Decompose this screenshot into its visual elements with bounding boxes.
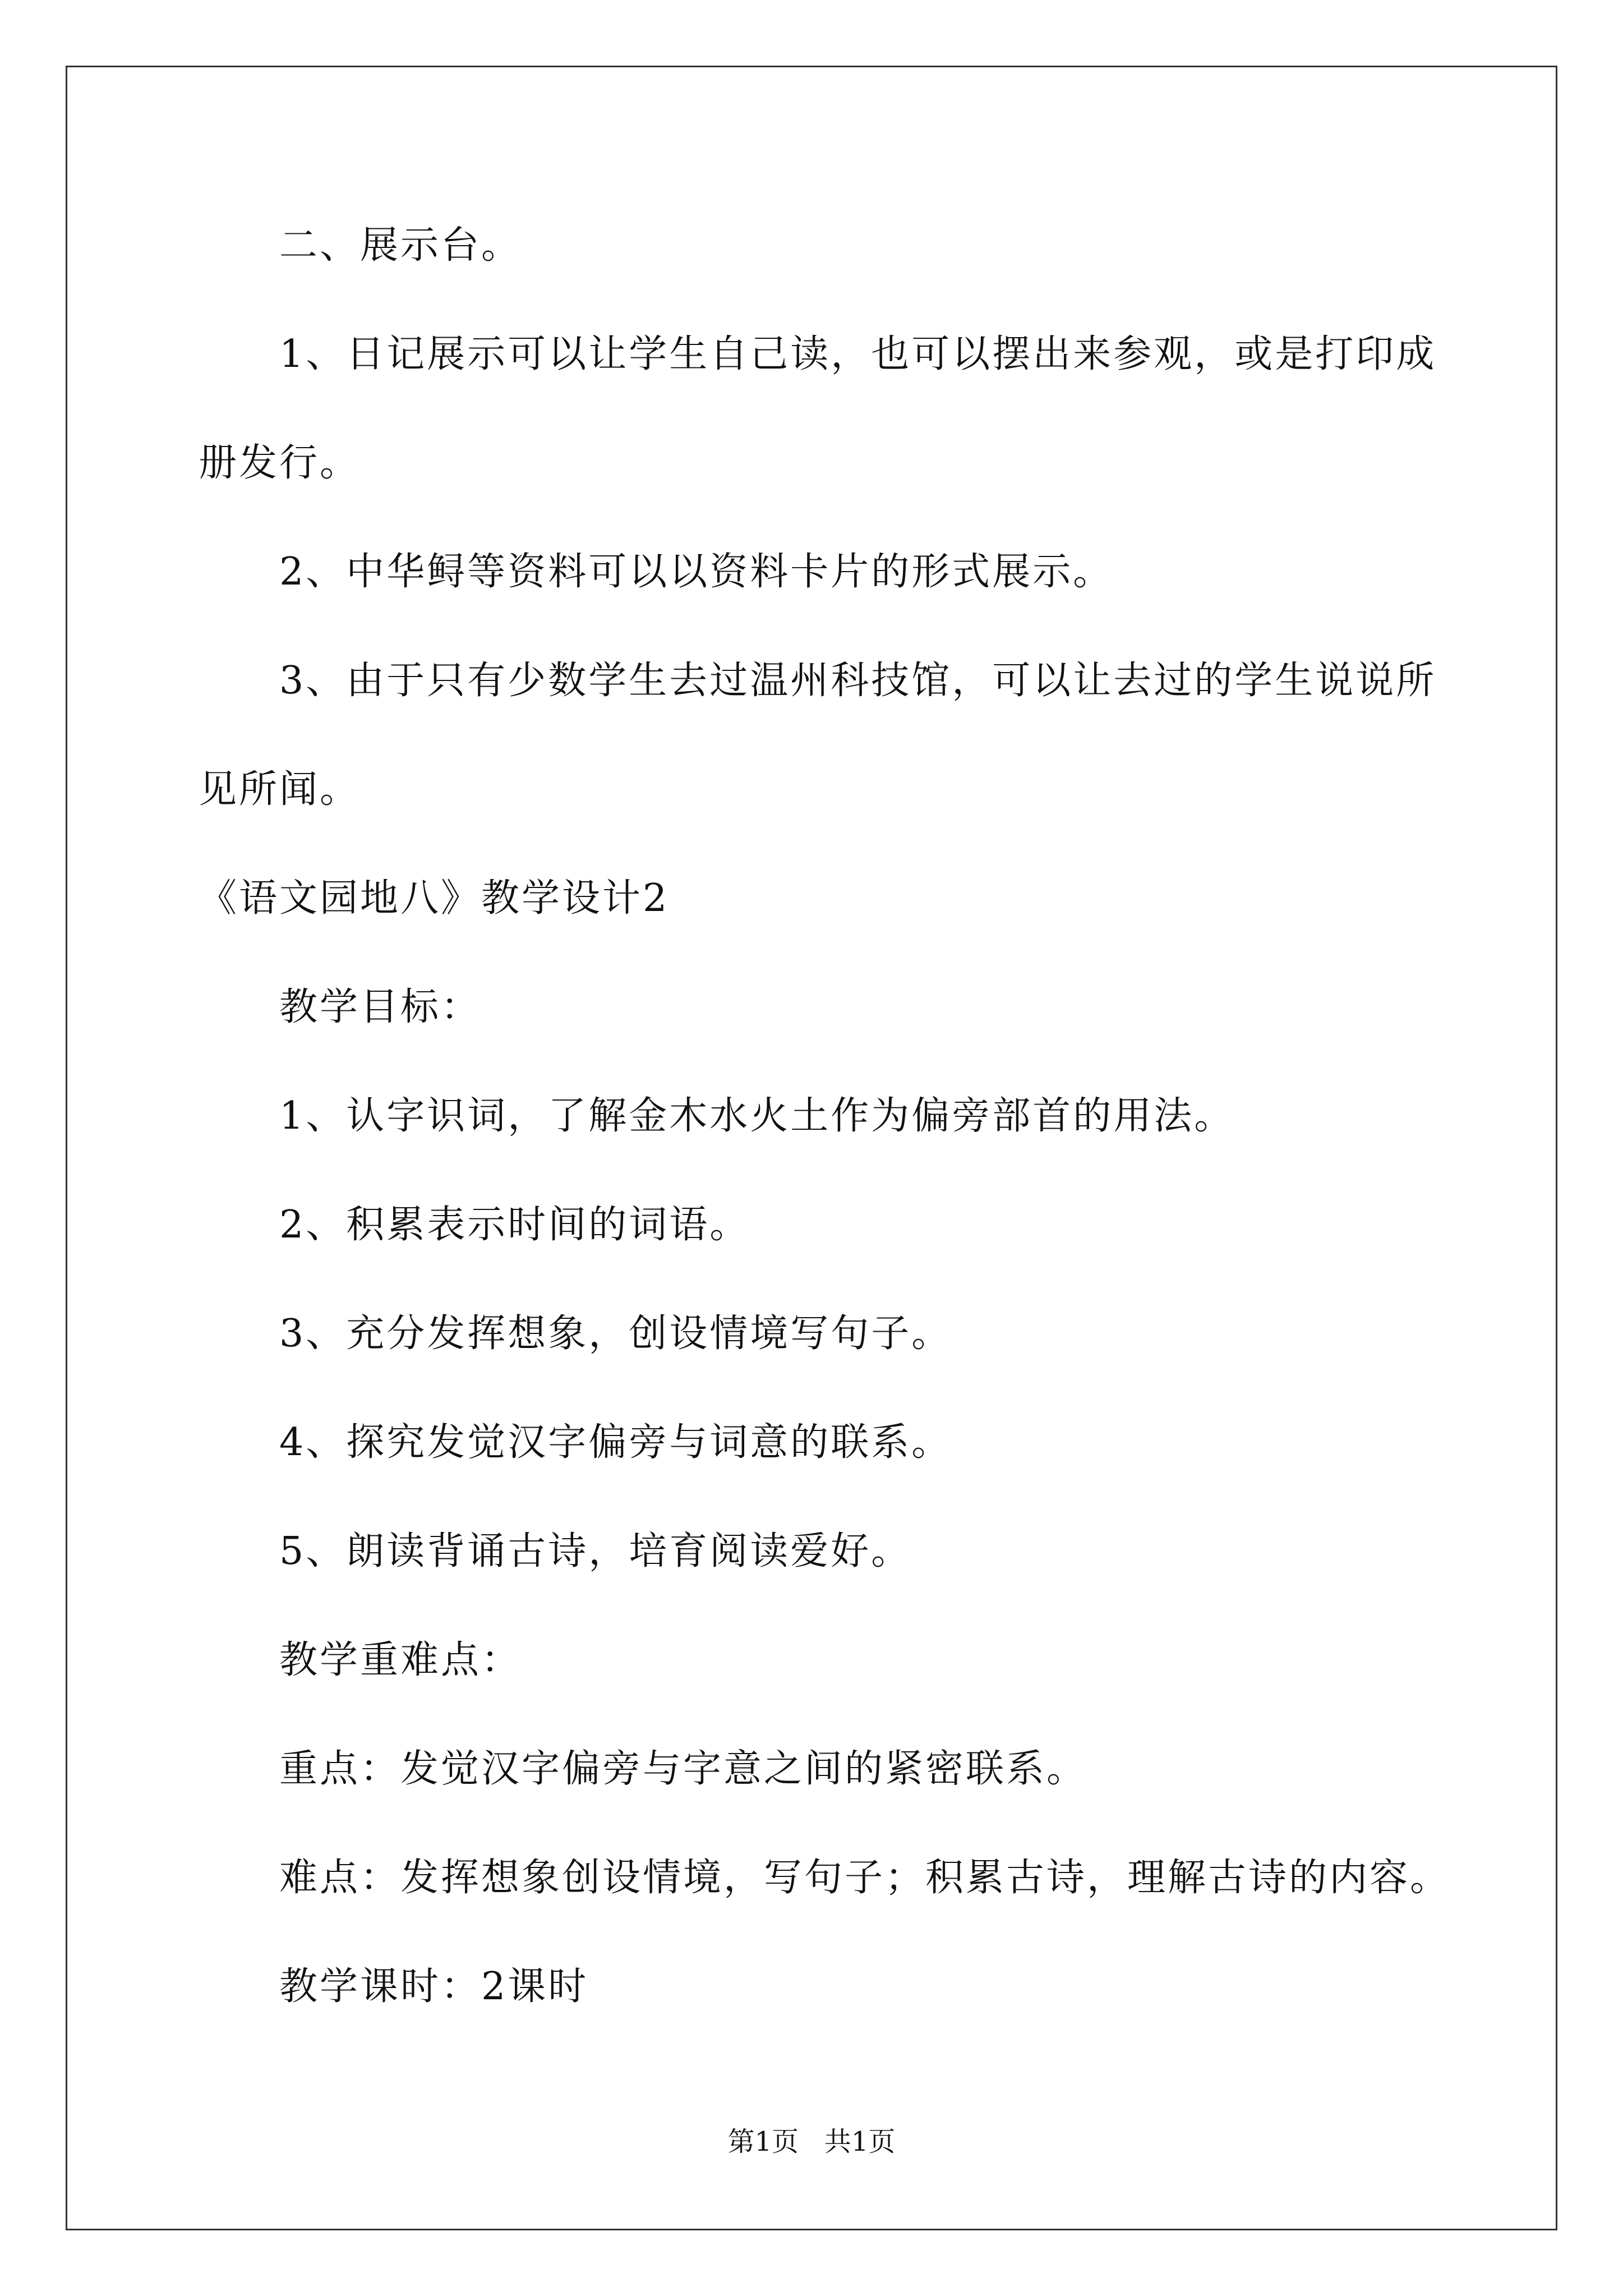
paragraph-line: 3、由于只有少数学生去过温州科技馆，可以让去过的学生说说所	[279, 659, 1437, 703]
goal-item: 2、积累表示时间的词语。	[279, 1203, 750, 1247]
class-hours: 教学课时：2课时	[279, 1964, 589, 2009]
goal-item: 5、朗读背诵古诗，培育阅读爱好。	[279, 1529, 912, 1573]
goal-item: 3、充分发挥想象，创设情境写句子。	[279, 1312, 952, 1356]
page-border	[66, 66, 1557, 2230]
heading-key-difficult-points: 教学重难点：	[279, 1638, 522, 1682]
document-title: 《语文园地八》教学设计2	[199, 876, 670, 921]
paragraph-line: 2、中华鲟等资料可以以资料卡片的形式展示。	[279, 550, 1114, 594]
goal-item: 1、认字识词，了解金木水火土作为偏旁部首的用法。	[279, 1094, 1235, 1138]
goal-item: 4、探究发觉汉字偏旁与词意的联系。	[279, 1420, 952, 1465]
heading-teaching-goals: 教学目标：	[279, 985, 482, 1029]
paragraph-line: 1、日记展示可以让学生自己读，也可以摆出来参观，或是打印成	[279, 332, 1437, 376]
key-point: 重点：发觉汉字偏旁与字意之间的紧密联系。	[279, 1747, 1087, 1791]
difficult-point: 难点：发挥想象创设情境，写句子；积累古诗，理解古诗的内容。	[279, 1856, 1451, 1900]
paragraph-line: 册发行。	[199, 441, 361, 485]
section-heading-showcase: 二、展示台。	[279, 223, 522, 268]
page-footer: 第1页 共1页	[727, 2126, 896, 2157]
paragraph-line: 见所闻。	[199, 767, 361, 812]
